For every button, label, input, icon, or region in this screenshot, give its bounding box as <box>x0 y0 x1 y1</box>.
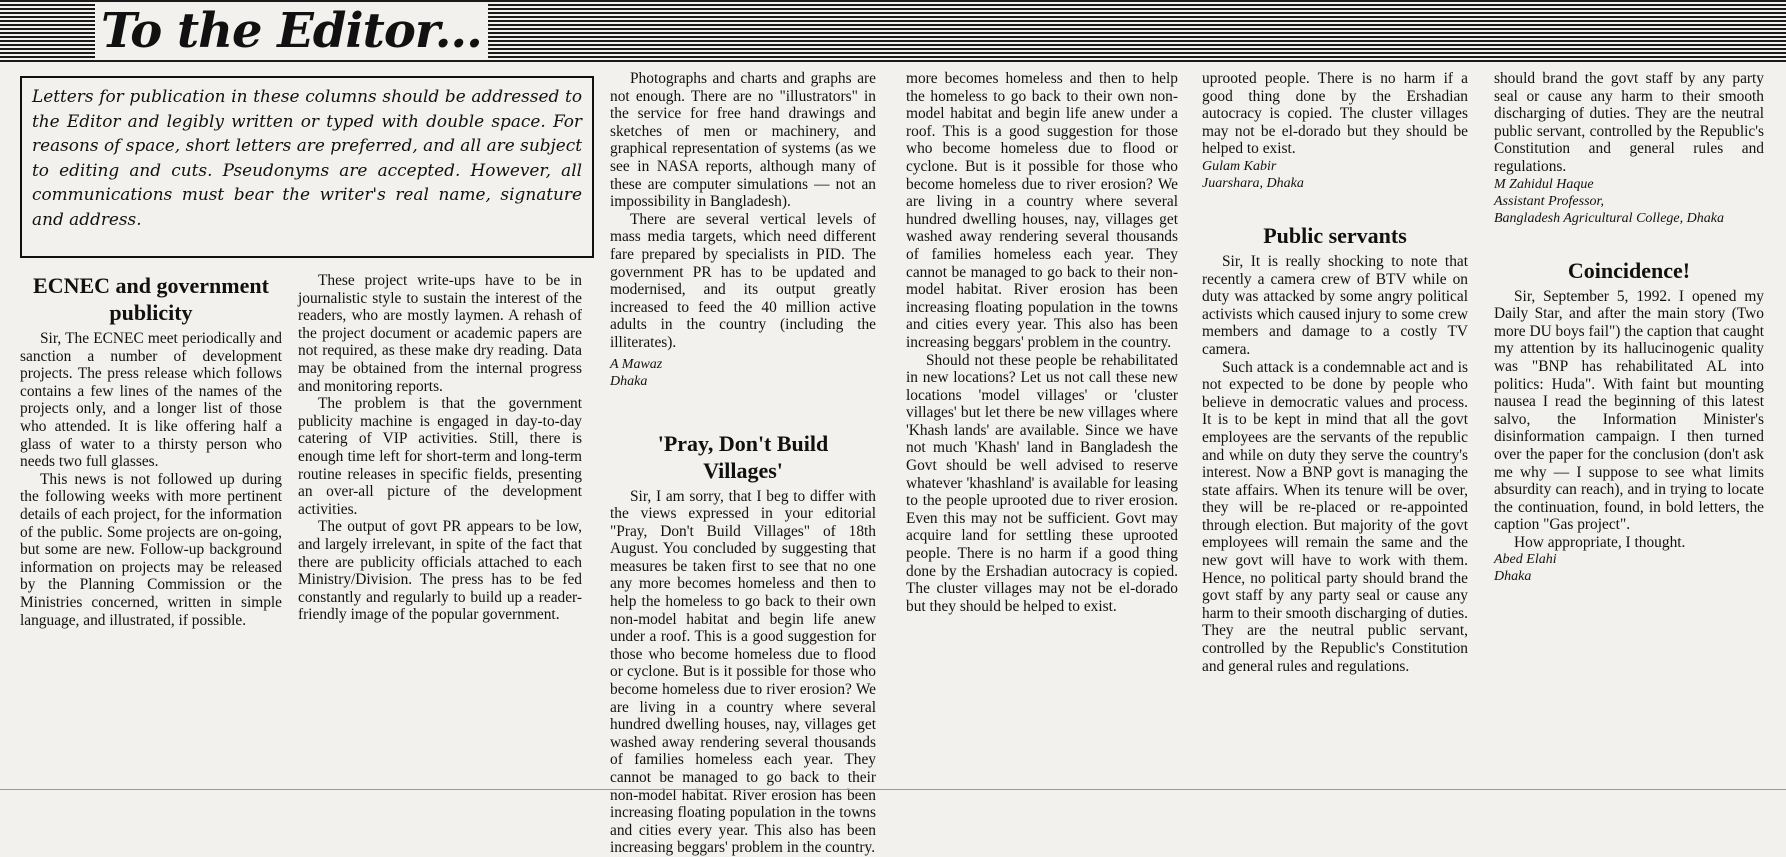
masthead-banner <box>0 0 1786 62</box>
column-2 <box>298 272 582 624</box>
column-3 <box>610 70 876 857</box>
letter1-paragraph-7: There are several vertical levels of mass media targets, which need different fare prepared by specialists in PID. The government PR has to be updated and modernised, and its output greatly increased to feed the 40 million active adults in the country (including the illiterates). <box>610 210 876 351</box>
page-bottom-rule <box>0 789 1786 790</box>
letter3-paragraph-1: Sir, It is really shocking to note that recently a camera crew of BTV while on duty was attacked by some angry political activists which caused injury to some crew members and damage to a costly TV camera. <box>1202 252 1468 358</box>
letter3-signature-title: Assistant Professor, <box>1494 193 1604 209</box>
letter2-signature-name: Gulam Kabir <box>1202 158 1277 174</box>
letter1-paragraph-6: Photographs and charts and graphs are not enough. There are no "illustrators" in the service for free hand drawings and sketches of men or machinery, and graphical representation of systems (as we see in NASA reports, although many of these are computer simulations — not an impossibility in Bangladesh). <box>610 70 876 211</box>
letter4-signature-place: Dhaka <box>1494 569 1532 585</box>
letter1-signature-name: A Mawaz <box>610 356 663 372</box>
letter1-paragraph-4: The problem is that the government publicity machine is engaged in day-to-day catering of VIP activities. Still, there is enough time left for short-term and long-term routine releases in specific fields, presenting an over-all picture of the development activities. <box>298 395 582 518</box>
letter4-paragraph-2: How appropriate, I thought. <box>1514 533 1686 551</box>
letter2-signature-place: Juarshara, Dhaka <box>1202 175 1304 191</box>
column-6 <box>1494 70 1764 585</box>
letter4-signature-name: Abed Elahi <box>1494 552 1557 568</box>
letter3-signature-place: Bangladesh Agricultural College, Dhaka <box>1494 210 1724 226</box>
letter1-paragraph-3: These project write-ups have to be in journalistic style to sustain the interest of the readers, who are mostly laymen. A rehash of the project document or academic papers are not required, as these make dry reading. Data may be obtained from the internal progress and monitoring reports. <box>298 272 582 395</box>
editorial-notice-box: Letters for publication in these columns should be addressed to the Editor and legibly written or typed with double space. For reasons of space, short letters are preferred, and all are subject to editing and cuts. Pseudonyms are accepted. However, all communications must bear the writer's real name, signature and address. <box>20 76 594 258</box>
letter2-paragraph-2-cont: uprooted people. There is no harm if a good thing done by the Ershadian autocracy is copied. The cluster villages may not be el-dorado but they should be helped to exist. <box>1202 70 1468 158</box>
column-1 <box>20 272 282 629</box>
letter4-signature <box>1494 551 1764 585</box>
letter2-heading: 'Pray, Don't Build Villages' <box>657 430 829 483</box>
letter1-signature <box>610 356 876 390</box>
letter4-paragraph-1: Sir, September 5, 1992. I opened my Daily Star, and after the main story (Two more DU boys fail") the caption that caught my attention by its hallucinogenic quality was "BNP has rehabilitated AL into politics: Huda". With faint but mounting nausea I read the beginning of this latest salvo, the Information Minister's disinformation campaign. I then turned over the paper for the conclusion (don't ask me why — I suppose to see what limits absurdity can reach), and in trying to locate the continuation, found, in bold letters, the caption "Gas project". <box>1494 287 1764 534</box>
letter3-signature <box>1494 176 1764 227</box>
letter2-signature <box>1202 158 1468 192</box>
letter3-paragraph-2-cont: should brand the govt staff by any party seal or cause any harm to their smooth discharging of duties. They are the neutral public servant, controlled by the Republic's Constitution and general rules and regulations. <box>1494 70 1764 175</box>
letter1-paragraph-1: Sir, The ECNEC meet periodically and sanction a number of development projects. The press release which follows contains a few lines of the names of the projects only, and a longer list of those who attended. It is like offering half a glass of water to a thirsty person who needs two full glasses. <box>20 330 282 471</box>
letter1-paragraph-5: The output of govt PR appears to be low, and largely irrelevant, in spite of the fact that there are publicity officials attached to each Ministry/Division. The press has to be fed constantly and regularly to build up a reader-friendly image of the popular government. <box>298 518 582 624</box>
letter4-heading: Coincidence! <box>1567 257 1691 283</box>
letter2-paragraph-2: Should not these people be rehabilitated in new locations? Let us not call these new locations 'model villages' or 'cluster villages' but let there be new villages where 'Khash lands' are available. Since we have not much 'Khash' land in Bangladesh the Govt should be well advised to reserve whatever 'khashland' is available for leasing to the people uprooted due to river erosion. Even this may not be sufficient. Govt may acquire land for settling these uprooted people. There is no harm if a good thing done by the Ershadian autocracy is copied. The cluster villages may not be el-dorado but they should be helped to exist. <box>906 351 1178 615</box>
letter1-signature-place: Dhaka <box>610 373 648 389</box>
letter3-signature-name: M Zahidul Haque <box>1494 176 1594 192</box>
column-5 <box>1202 70 1468 683</box>
masthead-title: To the Editor... <box>95 2 488 60</box>
letter1-heading: ECNEC and government publicity <box>33 273 269 325</box>
column-4 <box>906 70 1178 615</box>
letter2-paragraph-1-cont: more becomes homeless and then to help the homeless to go back to their own non-model habitat and begin life anew under a roof. This is a good suggestion for those who become homeless due to flood or cyclone. But is it possible for those who become homeless due to river erosion? We are living in a country where several hundred dwelling houses, nay, villages get washed away rendering several thousands of families homeless each year. They cannot be managed to go back to their non-model habitat. River erosion has been increasing floating population in the towns and cities every year. This also has been increasing beggars' problem in the country. <box>906 70 1178 351</box>
letter3-heading: Public servants <box>1263 222 1407 248</box>
letter2-paragraph-1: Sir, I am sorry, that I beg to differ with the views expressed in your editorial "Pray, Don't Build Villages" of 18th August. You concluded by suggesting that measures be taken first to see that no one any more becomes homeless and then to help the homeless to go back to their own non-model habitat and begin life anew under a roof. This is a good suggestion for those who become homeless due to flood or cyclone. But is it possible for those who become homeless due to river erosion? We are living in a country where several hundred dwelling houses, nay, villages get washed away rendering several thousands of families homeless each year. They cannot be managed to go back to their non-model habitat. River erosion has been increasing floating population in the towns and cities every year. This also has been increasing beggars' problem in the country. <box>610 487 876 857</box>
letter3-paragraph-2: Such attack is a condemnable act and is not expected to be done by people who believe in democratic values and process. It is to be kept in mind that all the govt employees are the servants of the republic and while on duty they serve the country's interest. Now a BNP govt is managing the state affairs. When its tenure will be over, they will be re-placed or re-appointed through election. But majority of the govt employees will remain the same and the new govt will have to work with them. Hence, no political party should brand the govt staff by any party seal or cause any harm to their smooth discharging of duties. They are the neutral public servant, controlled by the Republic's Constitution and general rules and regulations. <box>1202 358 1468 675</box>
letter1-paragraph-2: This news is not followed up during the following weeks with more pertinent details of each project, for the information of the public. Some projects are on-going, but some are new. Follow-up background information on projects may be released by the Planning Commission or the Ministries concerned, written in simple language, and illustrated, if possible. <box>20 470 282 629</box>
